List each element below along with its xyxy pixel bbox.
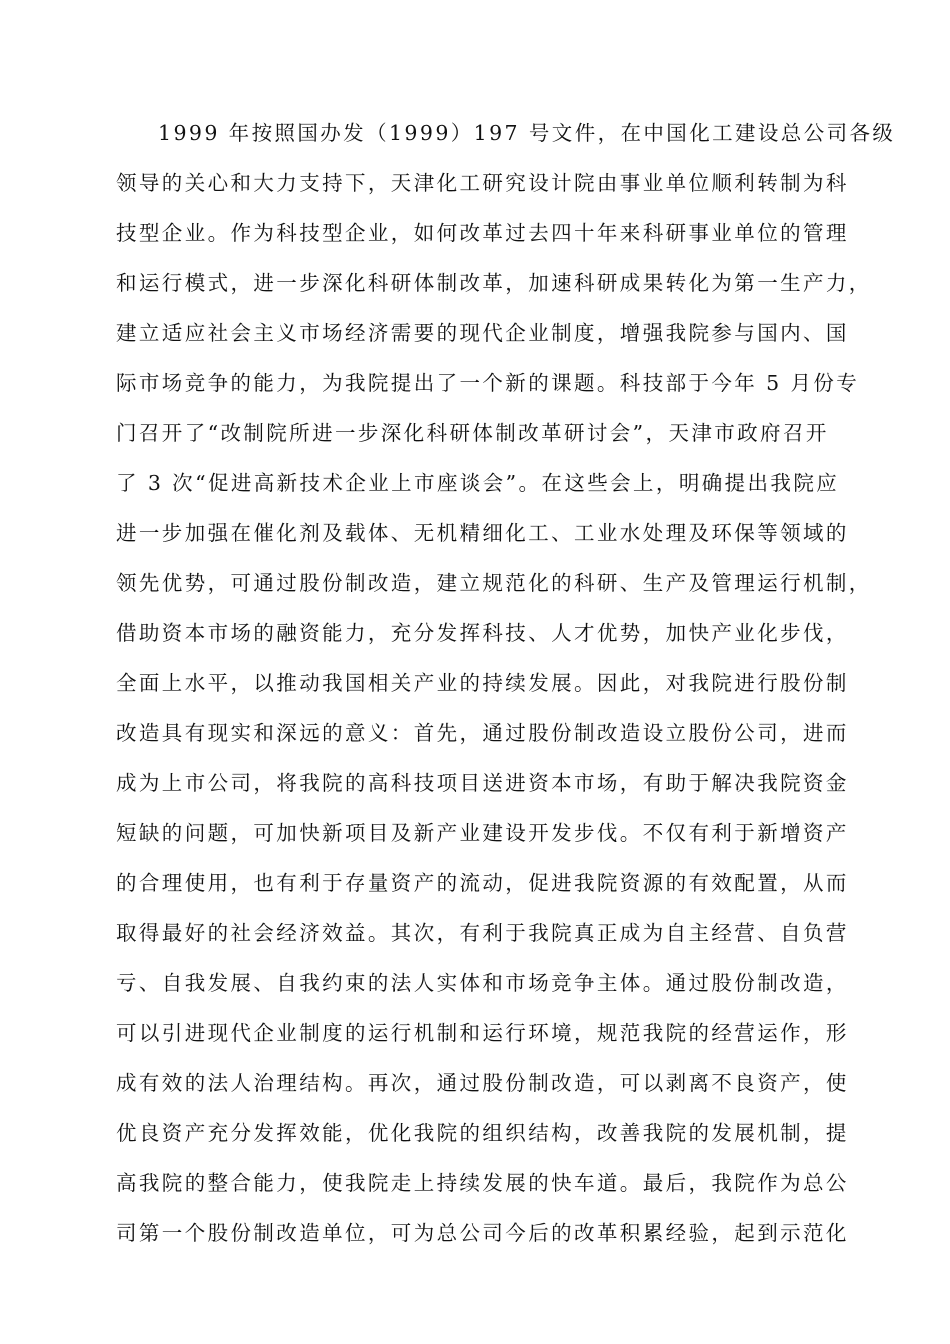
text-line: 可以引进现代企业制度的运行机制和运行环境，规范我院的经营运作，形 bbox=[116, 1021, 849, 1045]
text-line: 技型企业。作为科技型企业，如何改革过去四十年来科研事业单位的管理 bbox=[116, 221, 849, 245]
text-line: 司第一个股份制改造单位，可为总公司今后的改革积累经验，起到示范化 bbox=[116, 1221, 849, 1245]
text-line: 建立适应社会主义市场经济需要的现代企业制度，增强我院参与国内、国 bbox=[116, 321, 849, 345]
text-line: 1999 年按照国办发（1999）197 号文件，在中国化工建设总公司各级 bbox=[158, 121, 896, 145]
text-line: 全面上水平，以推动我国相关产业的持续发展。因此，对我院进行股份制 bbox=[116, 671, 849, 695]
text-line: 改造具有现实和深远的意义：首先，通过股份制改造设立股份公司，进而 bbox=[116, 721, 849, 745]
body-paragraph bbox=[116, 108, 896, 1258]
text-line: 亏、自我发展、自我约束的法人实体和市场竞争主体。通过股份制改造， bbox=[116, 971, 849, 995]
text-line: 了 3 次“促进高新技术企业上市座谈会”。在这些会上，明确提出我院应 bbox=[116, 471, 840, 495]
text-line: 和运行模式，进一步深化科研体制改革，加速科研成果转化为第一生产力， bbox=[116, 271, 872, 295]
text-line: 际市场竞争的能力，为我院提出了一个新的课题。科技部于今年 5 月份专 bbox=[116, 371, 860, 395]
text-line: 领导的关心和大力支持下，天津化工研究设计院由事业单位顺利转制为科 bbox=[116, 171, 849, 195]
text-line: 短缺的问题，可加快新项目及新产业建设开发步伐。不仅有利于新增资产 bbox=[116, 821, 849, 845]
text-line: 进一步加强在催化剂及载体、无机精细化工、工业水处理及环保等领域的 bbox=[116, 521, 849, 545]
text-line: 成为上市公司，将我院的高科技项目送进资本市场，有助于解决我院资金 bbox=[116, 771, 849, 795]
text-line: 高我院的整合能力，使我院走上持续发展的快车道。最后，我院作为总公 bbox=[116, 1171, 849, 1195]
text-line: 优良资产充分发挥效能，优化我院的组织结构，改善我院的发展机制，提 bbox=[116, 1121, 849, 1145]
text-line: 借助资本市场的融资能力，充分发挥科技、人才优势，加快产业化步伐， bbox=[116, 621, 849, 645]
text-line: 领先优势，可通过股份制改造，建立规范化的科研、生产及管理运行机制， bbox=[116, 571, 872, 595]
text-line: 取得最好的社会经济效益。其次，有利于我院真正成为自主经营、自负营 bbox=[116, 921, 849, 945]
text-line: 的合理使用，也有利于存量资产的流动，促进我院资源的有效配置，从而 bbox=[116, 871, 849, 895]
text-line: 门召开了“改制院所进一步深化科研体制改革研讨会”，天津市政府召开 bbox=[116, 421, 829, 445]
text-line: 成有效的法人治理结构。再次，通过股份制改造，可以剥离不良资产，使 bbox=[116, 1071, 849, 1095]
